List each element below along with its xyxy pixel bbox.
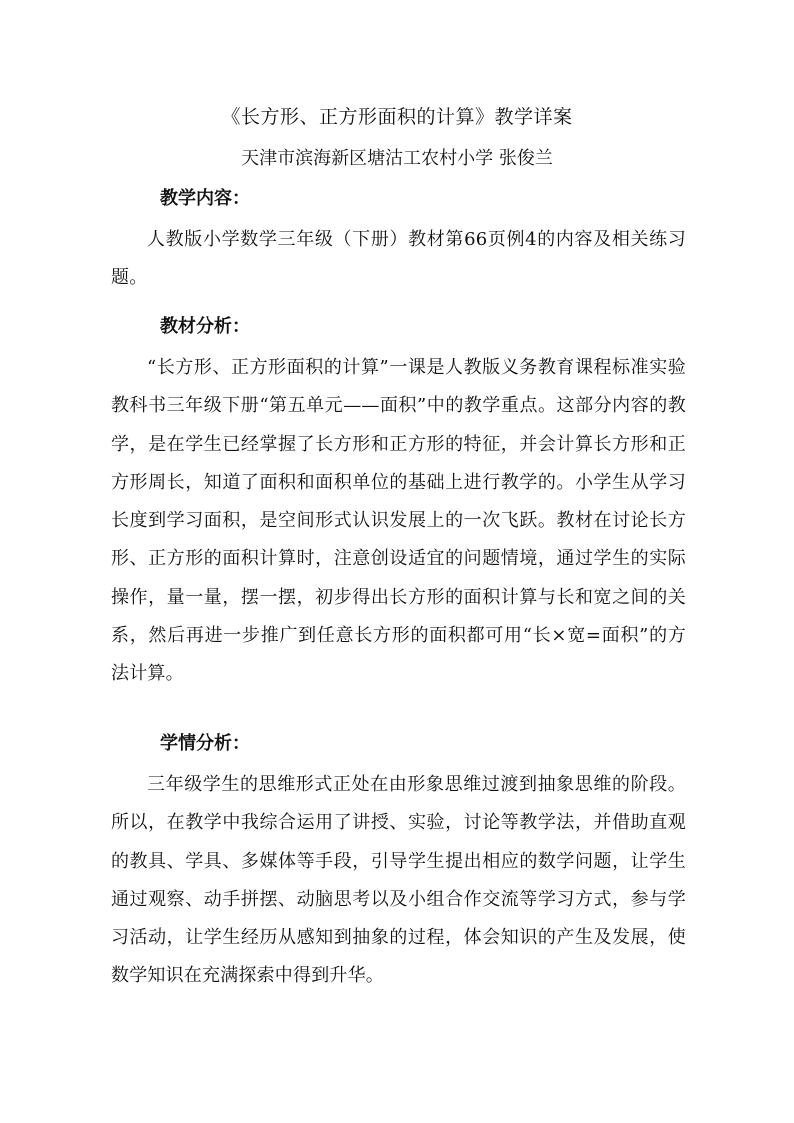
- section-heading-textbook-analysis: 教材分析：: [160, 316, 250, 337]
- section-heading-student-analysis: 学情分析：: [160, 733, 250, 754]
- author-line: 天津市滨海新区塘沽工农村小学 张俊兰: [241, 148, 553, 169]
- section-heading-content: 教学内容：: [160, 188, 250, 209]
- section-text-student-analysis: 三年级学生的思维形式正处在由形象思维过渡到抽象思维的阶段。所以，在教学中我综合运用了讲授、实验，讨论等教学法，并借助直观的教具、学具、多媒体等手段，引导学生提出相应的数学问题，让学生通过观察、动手拼摆、动脑思考以及小组合作交流等学习方式，参与学习活动，让学生经历从感知到抽象的过程，体会知识的产生及发展，使数学知识在充满探索中得到升华。: [111, 774, 686, 987]
- page-title: 《长方形、正方形面积的计算》教学详案: [221, 106, 573, 128]
- section-text-textbook-analysis: “长方形、正方形面积的计算”一课是人教版义务教育课程标准实验教科书三年级下册“第五单元——面积”中的教学重点。这部分内容的教学，是在学生已经掌握了长方形和正方形的特征，并会计算长方形和正方形周长，知道了面积和面积单位的基础上进行教学的。小学生从学习长度到学习面积，是空间形式认识发展上的一次飞跃。教材在讨论长方形、正方形的面积计算时，注意创设适宜的问题情境，通过学生的实际操作，量一量，摆一摆，初步得出长方形的面积计算与长和宽之间的关系，然后再进一步推广到任意长方形的面积都可用“长×宽=面积”的方法计算。: [111, 357, 686, 685]
- section-text-content: 人教版小学数学三年级（下册）教材第66页例4的内容及相关练习题。: [111, 229, 686, 289]
